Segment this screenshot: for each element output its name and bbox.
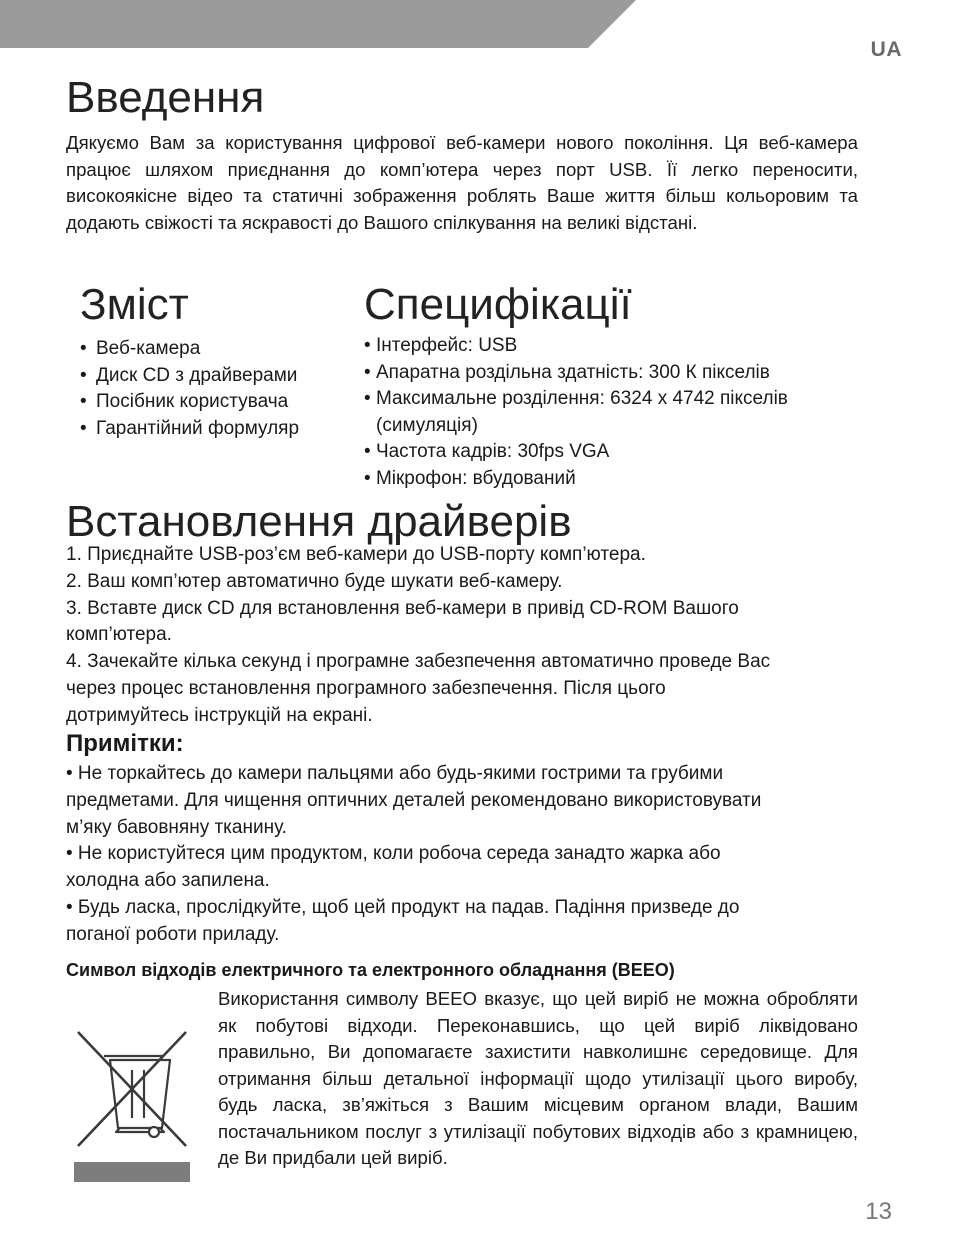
language-label: UA: [870, 38, 902, 61]
specs-title: Специфікації: [364, 280, 632, 329]
header-bar: [0, 0, 640, 48]
note-item: • Не користуйтеся цим продуктом, коли робоча середа занадто жарка або холодна або запилена.: [66, 843, 721, 892]
install-title: Встановлення драйверів: [66, 497, 572, 546]
specs-list: [364, 333, 884, 492]
list-item: • Диск CD з драйверами: [80, 363, 299, 390]
contents-list: [80, 336, 299, 442]
notes-title: Примітки:: [66, 730, 184, 757]
install-step: 4. Зачекайте кілька секунд і програмне забезпечення автоматично проведе Вас через процес встановлення програмного забезпечення. Після цього дотримуйтесь інструкцій на екрані.: [66, 651, 771, 726]
note-item: • Не торкайтесь до камери пальцями або будь-якими гострими та грубими предметами. Для чищення оптичних деталей рекомендовано використовувати м’яку бавовняну тканину.: [66, 763, 762, 838]
list-item: • Частота кадрів: 30fps VGA: [364, 439, 884, 466]
list-item: • Апаратна роздільна здатність: 300 К пікселів: [364, 360, 884, 387]
notes-list: [66, 761, 766, 949]
list-item: • Інтерфейс: USB: [364, 333, 884, 360]
list-item: • Веб-камера: [80, 336, 299, 363]
list-item: • Гарантійний формуляр: [80, 416, 299, 443]
install-step: 1. Приєднайте USB-роз’єм веб-камери до USB-порту комп’ютера.: [66, 544, 646, 565]
install-step: 2. Ваш комп’ютер автоматично буде шукати веб-камеру.: [66, 570, 563, 592]
list-item: • Максимальне розділення: 6324 х 4742 пікселів (симуляція): [364, 386, 884, 439]
list-item: • Мікрофон: вбудований: [364, 466, 884, 493]
intro-title: Введення: [66, 73, 265, 122]
contents-title: Зміст: [80, 280, 189, 329]
note-item: • Будь ласка, прослідкуйте, щоб цей продукт на падав. Падіння призведе до поганої роботи приладу.: [66, 896, 740, 945]
weee-title: Символ відходів електричного та електронного обладнання (ВЕЕО): [66, 960, 675, 980]
weee-text: Використання символу ВЕЕО вказує, що цей виріб не можна обробляти як побутові відходи. Переконавшись, що цей виріб ліквідовано правильно, Ви допомагаєте захистити навколишнє середовище. Для отримання більш детальної інформації щодо утилізації цього виробу, будь ласка, зв’яжіться з Вашим місцевим органом влади, Вашим постачальником послуг з утилізації побутових відходів або з крамницею, де Ви придбали цей виріб.: [218, 988, 858, 1168]
intro-text: Дякуємо Вам за користування цифрової веб-камери нового покоління. Ця веб-камера працює шляхом приєднання до комп’ютера через порт USB. Її легко переносити, високоякісне відео та статичні зображення роблять Ваше життя більш кольоровим та додають свіжості та яскравості до Вашого спілкування на великі відстані.: [66, 132, 858, 233]
list-item: • Посібник користувача: [80, 389, 299, 416]
install-step: 3. Вставте диск CD для встановлення веб-камери в привід CD-ROM Вашого комп’ютера.: [66, 597, 739, 646]
page-number: 13: [865, 1198, 892, 1225]
install-steps: [66, 542, 786, 730]
crossed-out-wheelie-bin-icon: [66, 1020, 196, 1186]
